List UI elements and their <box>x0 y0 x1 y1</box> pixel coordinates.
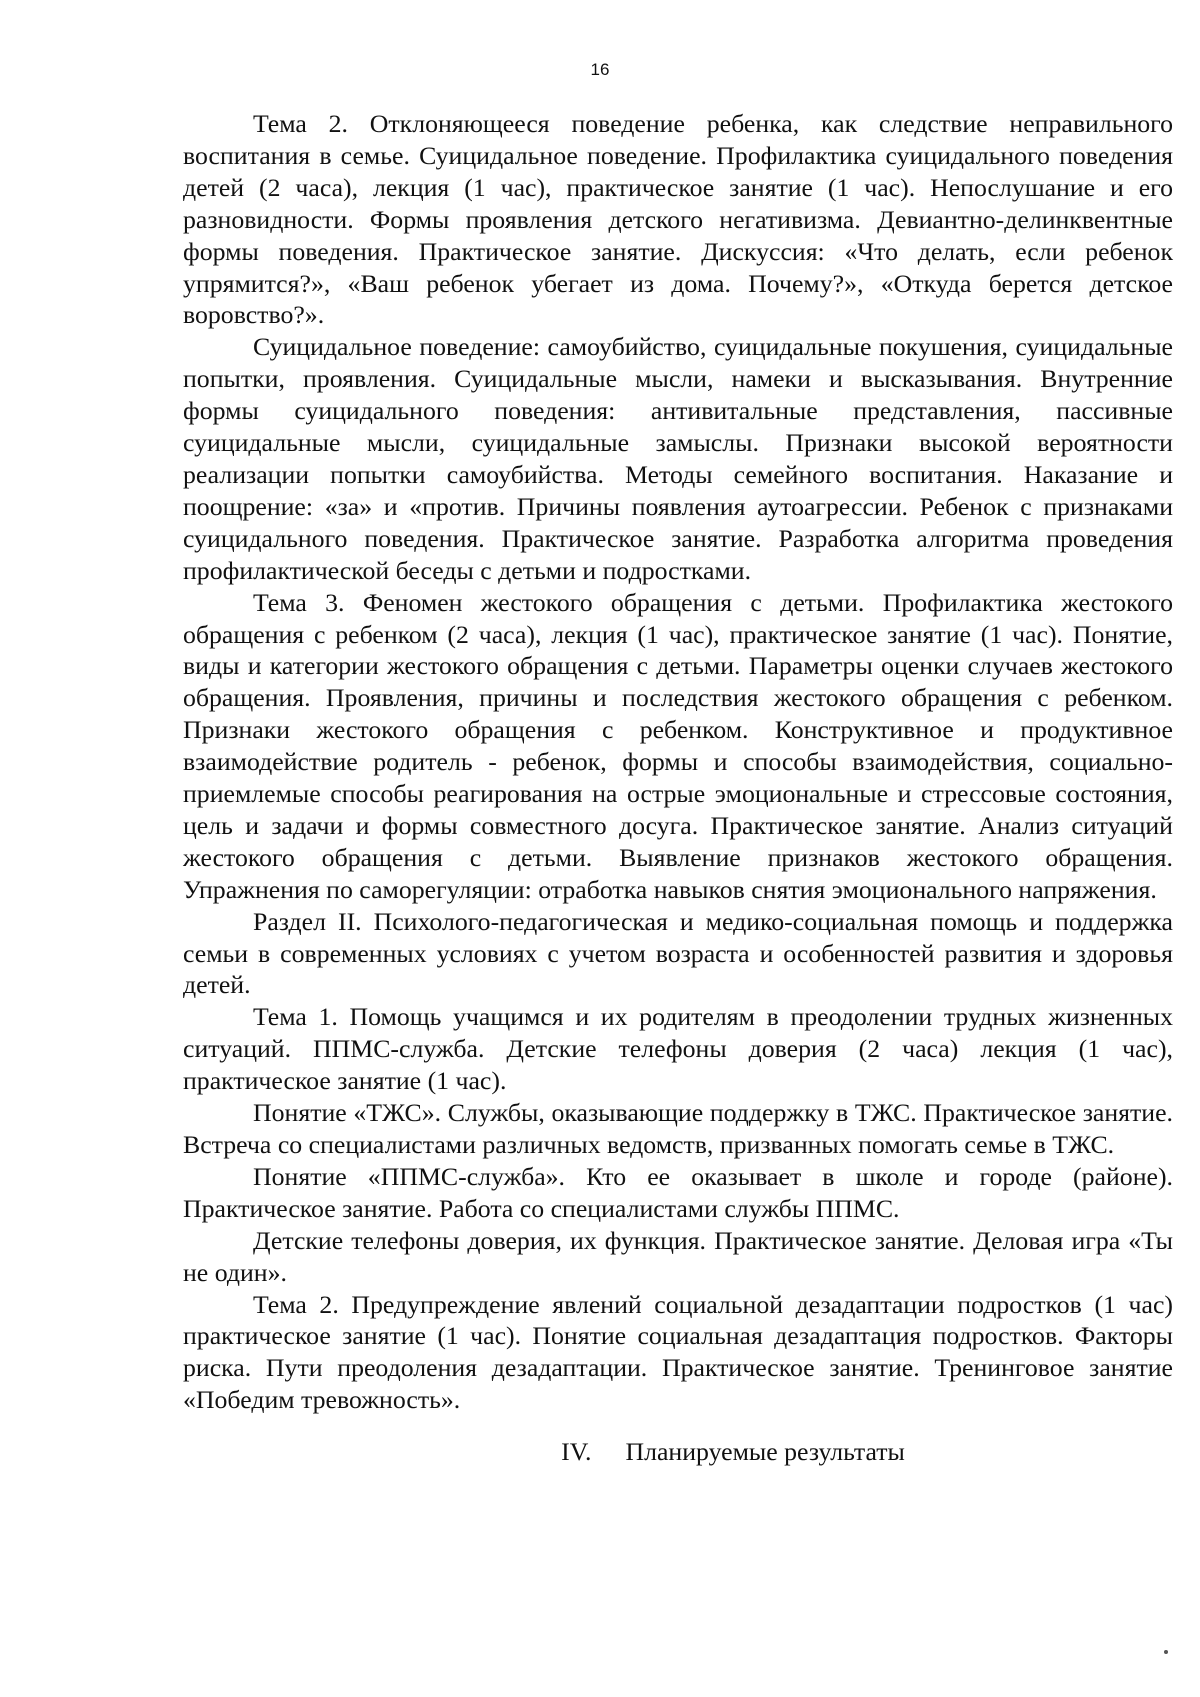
section-heading-title: Планируемые результаты <box>625 1437 905 1467</box>
paragraph-topic-2-disadaptation: Тема 2. Предупреждение явлений социальной дезадаптации подростков (1 час) практическое занятие (1 час). Понятие социальная дезадаптация подростков. Факторы риска. Пути преодоления дезадаптации. Практическое занятие. Тренинговое занятие «Победим тревожность». <box>183 1289 1173 1415</box>
paragraph-helplines: Детские телефоны доверия, их функция. Практическое занятие. Деловая игра «Ты не один». <box>183 1225 1173 1287</box>
scan-speck <box>1164 1650 1168 1654</box>
page-number: 16 <box>590 60 610 79</box>
paragraph-topic-2-deviant-behavior: Тема 2. Отклоняющееся поведение ребенка, как следствие неправильного воспитания в семье. Суицидальное поведение. Профилактика суицидального поведения детей (2 часа), лекция (1 час), практическое занятие (1 час). Непослушание и его разновидности. Формы проявления детского негативизма. Девиантно-делинквентные формы поведения. Практическое занятие. Дискуссия: «Что делать, если ребенок упрямится?», «Ваш ребенок убегает из дома. Почему?», «Откуда берется детское воровство?». <box>183 109 1173 330</box>
paragraph-topic-1-help: Тема 1. Помощь учащимся и их родителям в преодолении трудных жизненных ситуаций. ППМС-служба. Детские телефоны доверия (2 часа) лекция (1 час), практическое занятие (1 час). <box>183 1002 1173 1096</box>
paragraph-section-2: Раздел II. Психолого-педагогическая и медико-социальная помощь и поддержка семьи в современных условиях с учетом возраста и особенностей развития и здоровья детей. <box>183 906 1173 1000</box>
paragraph-tzhs-concept: Понятие «ТЖС». Службы, оказывающие поддержку в ТЖС. Практическое занятие. Встреча со специалистами различных ведомств, призванных помогать семье в ТЖС. <box>183 1098 1173 1159</box>
section-heading-number: IV. <box>561 1437 592 1467</box>
paragraph-suicidal-behavior: Суицидальное поведение: самоубийство, суицидальные покушения, суицидальные попытки, проявления. Суицидальные мысли, намеки и высказывания. Внутренние формы суицидального поведения: антивитальные представления, пассивные суицидальные мысли, суицидальные замыслы. Признаки высокой вероятности реализации попытки самоубийства. Методы семейного воспитания. Наказание и поощрение: «за» и «против. Причины появления аутоагрессии. Ребенок с признаками суицидального поведения. Практическое занятие. Разработка алгоритма проведения профилактической беседы с детьми и подростками. <box>183 332 1173 585</box>
paragraph-ppms-service: Понятие «ППМС-служба». Кто ее оказывает в школе и городе (районе). Практическое занятие. Работа со специалистами службы ППМС. <box>183 1161 1173 1223</box>
section-heading <box>183 1436 1173 1468</box>
document-body <box>183 108 1173 1468</box>
paragraph-topic-3-cruel-treatment: Тема 3. Феномен жестокого обращения с детьми. Профилактика жестокого обращения с ребенком (2 часа), лекция (1 час), практическое занятие (1 час). Понятие, виды и категории жестокого обращения с детьми. Параметры оценки случаев жестокого обращения. Проявления, причины и последствия жестокого обращения с ребенком. Признаки жестокого обращения с ребенком. Конструктивное и продуктивное взаимодействие родитель - ребенок, формы и способы взаимодействия, социально-приемлемые способы реагирования на острые эмоциональные и стрессовые состояния, цель и задачи и формы совместного досуга. Практическое занятие. Анализ ситуаций жестокого обращения с детьми. Выявление признаков жестокого обращения. Упражнения по саморегуляции: отработка навыков снятия эмоционального напряжения. <box>183 587 1173 904</box>
